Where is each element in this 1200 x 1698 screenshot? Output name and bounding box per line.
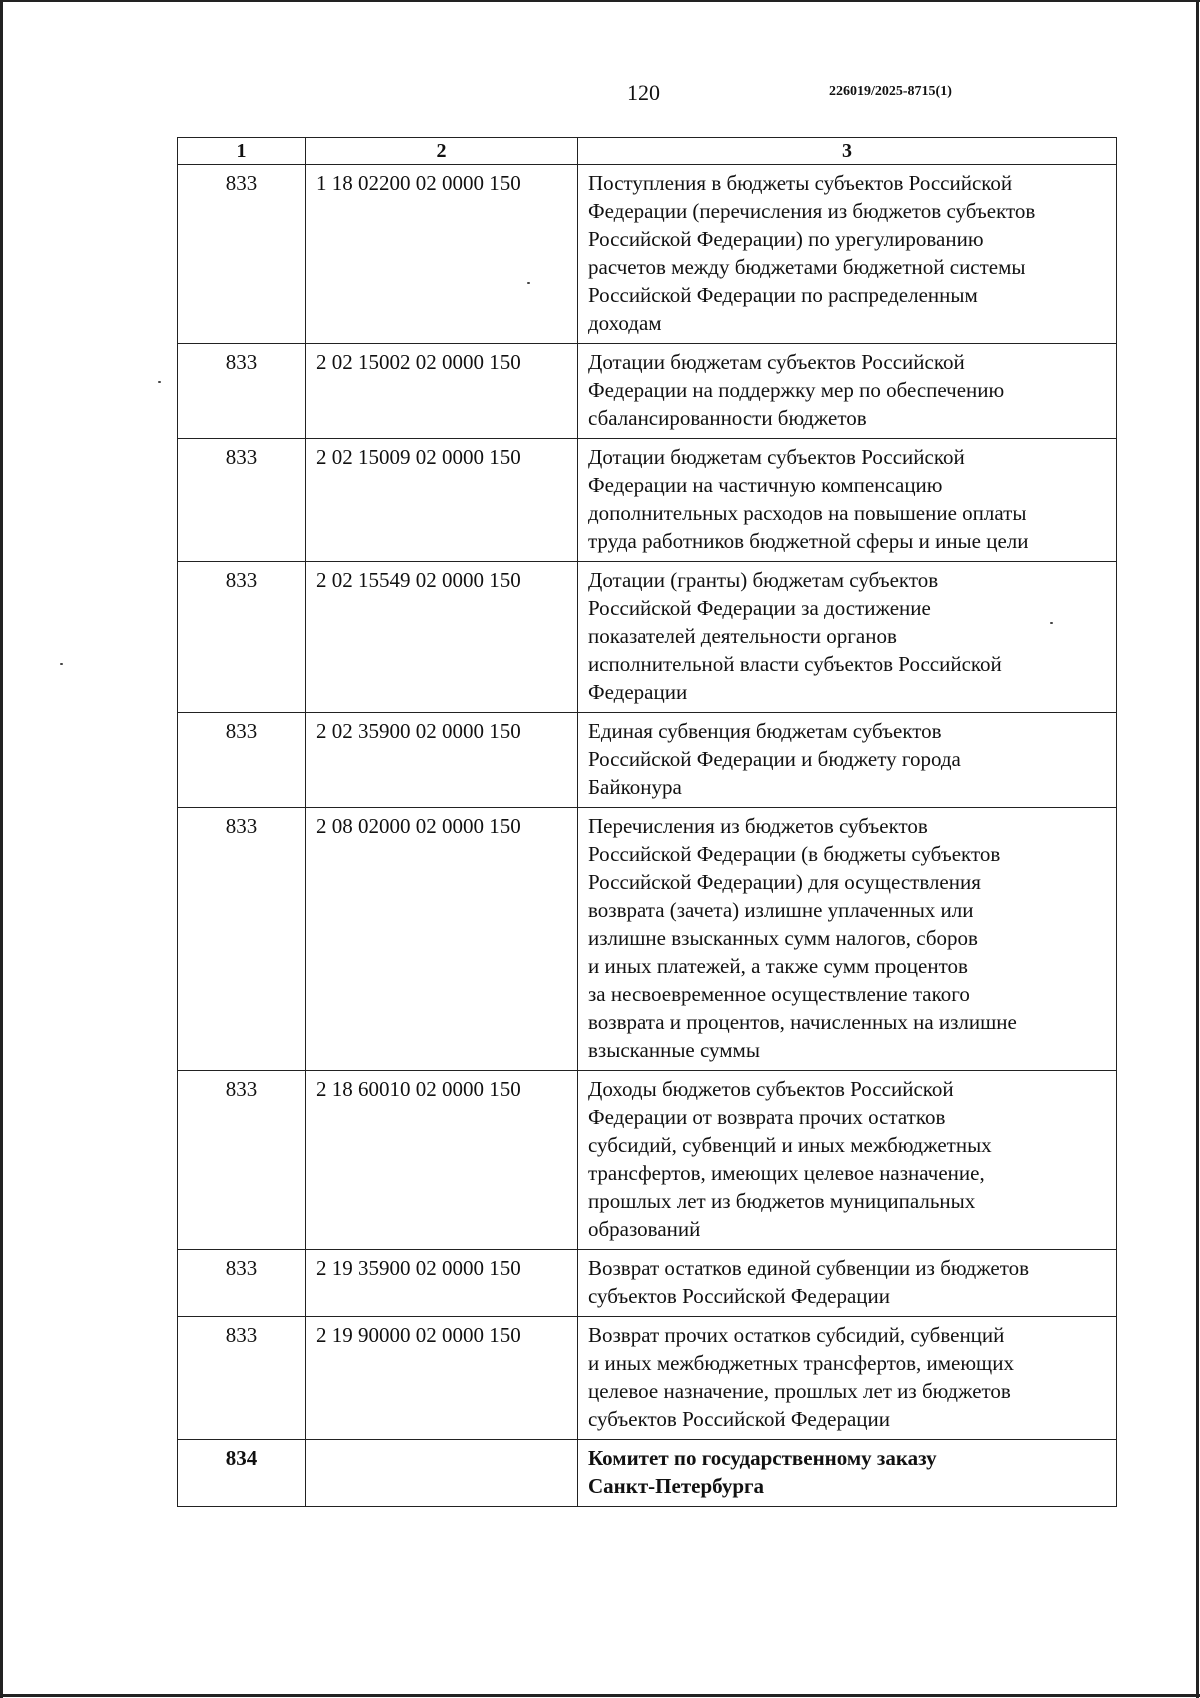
admin-code-cell: 833 bbox=[178, 808, 306, 1071]
revenue-name-line: излишне взысканных сумм налогов, сборов bbox=[588, 926, 978, 950]
budget-classification-code-cell: 1 18 02200 02 0000 150 bbox=[306, 165, 578, 344]
table-row bbox=[178, 165, 1117, 344]
table-row bbox=[178, 439, 1117, 562]
budget-classification-code-cell: 2 02 35900 02 0000 150 bbox=[306, 713, 578, 808]
revenue-name-line: Российской Федерации за достижение bbox=[588, 596, 931, 620]
revenue-name-line: Единая субвенция бюджетам субъектов bbox=[588, 719, 942, 743]
revenue-name-line: Байконура bbox=[588, 775, 682, 799]
table-row bbox=[178, 808, 1117, 1071]
revenue-name-line: Федерации bbox=[588, 680, 688, 704]
table-row bbox=[178, 562, 1117, 713]
revenue-name-cell bbox=[578, 562, 1117, 713]
table-header-row bbox=[178, 138, 1117, 165]
revenue-name-line: Возврат остатков единой субвенции из бюджетов bbox=[588, 1256, 1030, 1280]
revenue-name-cell bbox=[578, 439, 1117, 562]
budget-classification-code-cell bbox=[306, 1440, 578, 1507]
revenue-name-line: Дотации бюджетам субъектов Российской bbox=[588, 350, 965, 374]
revenue-name-line: Комитет по государственному заказу bbox=[588, 1446, 937, 1470]
page-number: 120 bbox=[627, 80, 660, 105]
revenue-name-line: Возврат прочих остатков субсидий, субвенций bbox=[588, 1323, 1005, 1347]
admin-code-cell: 833 bbox=[178, 562, 306, 713]
revenue-name-line: Федерации на частичную компенсацию bbox=[588, 473, 943, 497]
revenue-name-line: Российской Федерации) для осуществления bbox=[588, 870, 981, 894]
revenue-name-line: дополнительных расходов на повышение оплаты bbox=[588, 501, 1027, 525]
revenue-name-cell bbox=[578, 713, 1117, 808]
table-row bbox=[178, 1071, 1117, 1250]
table-row bbox=[178, 1440, 1117, 1507]
revenue-name-line: расчетов между бюджетами бюджетной системы bbox=[588, 255, 1026, 279]
revenue-name-line: и иных межбюджетных трансфертов, имеющих bbox=[588, 1351, 1014, 1375]
admin-code-cell: 833 bbox=[178, 713, 306, 808]
column-header: 2 bbox=[306, 138, 578, 165]
admin-code-cell: 833 bbox=[178, 1250, 306, 1317]
budget-classification-code-cell: 2 19 35900 02 0000 150 bbox=[306, 1250, 578, 1317]
revenue-name-line: возврата (зачета) излишне уплаченных или bbox=[588, 898, 974, 922]
revenue-name-cell bbox=[578, 1250, 1117, 1317]
revenue-name-line: прошлых лет из бюджетов муниципальных bbox=[588, 1189, 976, 1213]
admin-code-cell: 833 bbox=[178, 439, 306, 562]
revenue-name-line: Дотации (гранты) бюджетам субъектов bbox=[588, 568, 939, 592]
revenue-name-line: Российской Федерации (в бюджеты субъектов bbox=[588, 842, 1001, 866]
revenue-name-line: сбалансированности бюджетов bbox=[588, 406, 867, 430]
revenue-name-cell bbox=[578, 165, 1117, 344]
budget-classification-code-cell: 2 19 90000 02 0000 150 bbox=[306, 1317, 578, 1440]
revenue-name-line: доходам bbox=[588, 311, 662, 335]
revenue-name-line: Санкт-Петербурга bbox=[588, 1474, 765, 1498]
table-row bbox=[178, 713, 1117, 808]
revenue-name-line: субъектов Российской Федерации bbox=[588, 1407, 891, 1431]
revenue-name-line: субсидий, субвенций и иных межбюджетных bbox=[588, 1133, 992, 1157]
revenue-name-line: труда работников бюджетной сферы и иные цели bbox=[588, 529, 1029, 553]
table-row bbox=[178, 344, 1117, 439]
admin-code-cell: 833 bbox=[178, 165, 306, 344]
revenue-name-cell bbox=[578, 1440, 1117, 1507]
budget-classification-code-cell: 2 02 15002 02 0000 150 bbox=[306, 344, 578, 439]
revenue-name-line: субъектов Российской Федерации bbox=[588, 1284, 891, 1308]
revenue-name-line: Федерации от возврата прочих остатков bbox=[588, 1105, 946, 1129]
table-row bbox=[178, 1250, 1117, 1317]
column-header: 1 bbox=[178, 138, 306, 165]
revenue-name-line: и иных платежей, а также сумм процентов bbox=[588, 954, 968, 978]
revenue-name-line: показателей деятельности органов bbox=[588, 624, 897, 648]
table-body bbox=[178, 165, 1117, 1507]
admin-code-cell: 833 bbox=[178, 1317, 306, 1440]
revenue-name-cell bbox=[578, 808, 1117, 1071]
revenue-name-line: Федерации (перечисления из бюджетов субъектов bbox=[588, 199, 1036, 223]
revenue-name-line: Федерации на поддержку мер по обеспечению bbox=[588, 378, 1005, 402]
revenue-name-line: Дотации бюджетам субъектов Российской bbox=[588, 445, 965, 469]
revenue-name-line: возврата и процентов, начисленных на излишне bbox=[588, 1010, 1017, 1034]
revenue-name-line: Поступления в бюджеты субъектов Российской bbox=[588, 171, 1013, 195]
revenue-name-cell bbox=[578, 1317, 1117, 1440]
revenue-name-cell bbox=[578, 1071, 1117, 1250]
revenue-name-line: Доходы бюджетов субъектов Российской bbox=[588, 1077, 954, 1101]
revenue-name-line: Российской Федерации) по урегулированию bbox=[588, 227, 984, 251]
scan-speck bbox=[158, 381, 161, 383]
scan-border-bottom bbox=[0, 1694, 1200, 1697]
budget-classification-code-cell: 2 08 02000 02 0000 150 bbox=[306, 808, 578, 1071]
revenue-name-line: Российской Федерации по распределенным bbox=[588, 283, 978, 307]
budget-classification-code-cell: 2 18 60010 02 0000 150 bbox=[306, 1071, 578, 1250]
revenue-name-line: образований bbox=[588, 1217, 701, 1241]
admin-code-cell: 833 bbox=[178, 344, 306, 439]
revenue-name-cell bbox=[578, 344, 1117, 439]
revenue-name-line: Перечисления из бюджетов субъектов bbox=[588, 814, 928, 838]
table-row bbox=[178, 1317, 1117, 1440]
scan-border-right bbox=[1196, 0, 1199, 1698]
admin-code-cell: 833 bbox=[178, 1071, 306, 1250]
revenue-name-line: за несвоевременное осуществление такого bbox=[588, 982, 970, 1006]
scan-speck bbox=[60, 663, 63, 665]
scan-border-top bbox=[0, 0, 1200, 2]
budget-classification-code-cell: 2 02 15009 02 0000 150 bbox=[306, 439, 578, 562]
revenue-name-line: Российской Федерации и бюджету города bbox=[588, 747, 961, 771]
budget-classification-code-cell: 2 02 15549 02 0000 150 bbox=[306, 562, 578, 713]
revenue-name-line: взысканные суммы bbox=[588, 1038, 760, 1062]
revenue-name-line: целевое назначение, прошлых лет из бюджетов bbox=[588, 1379, 1011, 1403]
admin-code-cell: 834 bbox=[178, 1440, 306, 1507]
document-id: 226019/2025-8715(1) bbox=[829, 84, 952, 99]
revenue-name-line: исполнительной власти субъектов Российской bbox=[588, 652, 1002, 676]
revenue-name-line: трансфертов, имеющих целевое назначение, bbox=[588, 1161, 985, 1185]
budget-codes-table bbox=[177, 137, 1117, 1507]
column-header: 3 bbox=[578, 138, 1117, 165]
scan-border-left bbox=[0, 0, 3, 1698]
